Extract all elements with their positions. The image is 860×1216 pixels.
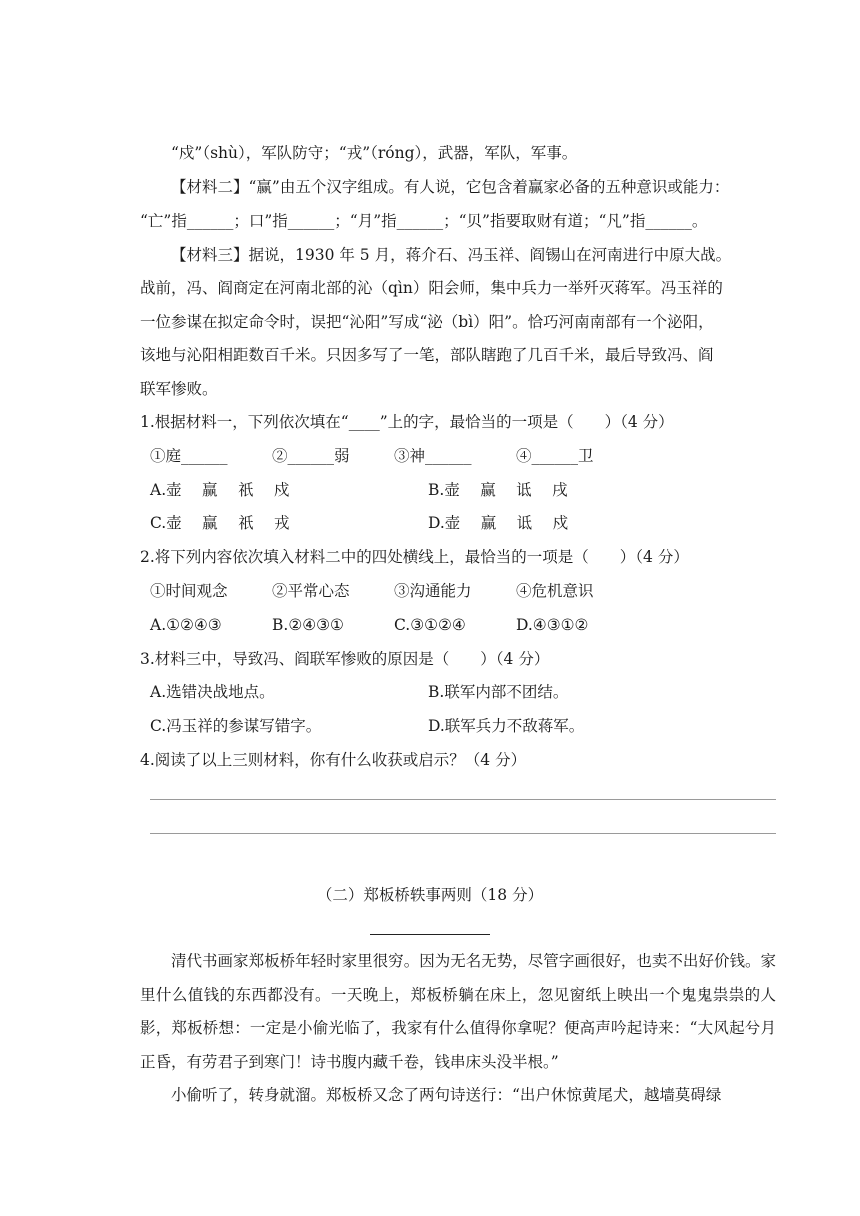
question-2-option-a[interactable]: A.①②④③: [150, 616, 222, 634]
question-2-item-4: ④危机意识: [516, 582, 594, 600]
question-3-option-d[interactable]: D.联军兵力不敌蒋军。: [428, 717, 585, 735]
story-paragraph-1: 清代书画家郑板桥年轻时家里很穷。因为无名无势，尽管字画很好，也卖不出好价钱。家里什么值钱的东西都没有。一天晚上，郑板桥躺在床上，忽见窗纸上映出一个鬼鬼祟祟的人影，郑板桥想：一定是小偷光临了，我家有什么值得你拿呢？便高声吟起诗来：“大风起兮月正昏，有劳君子到寒门！诗书腹内藏千卷，钱串床头没半根。”: [140, 952, 776, 1071]
question-2-option-c[interactable]: C.③①②④: [394, 616, 466, 634]
question-1-item-2: ②______弱: [272, 447, 350, 465]
material3-line4: 该地与沁阳相距数百千米。只因多写了一笔，部队瞎跑了几百千米，最后导致冯、阎: [140, 346, 714, 364]
question-2-option-d[interactable]: D.④③①②: [516, 616, 589, 634]
question-1-item-4: ④______卫: [516, 447, 594, 465]
question-1-item-1: ①庭______: [150, 447, 228, 465]
question-2-stem: 2.将下列内容依次填入材料二中的四处横线上，最恰当的一项是（ ）（4 分）: [140, 548, 689, 566]
question-1-option-b[interactable]: B.壶 赢 诋 戌: [428, 481, 568, 499]
question-2-option-b[interactable]: B.②④③①: [272, 616, 344, 634]
question-1-option-d[interactable]: D.壶 赢 诋 戍: [428, 514, 569, 532]
answer-line-2[interactable]: [150, 833, 776, 834]
question-2-item-1: ①时间观念: [150, 582, 228, 600]
material3-line2: 战前，冯、阎商定在河南北部的沁（qìn）阳会师，集中兵力一举歼灭蒋军。冯玉祥的: [140, 279, 723, 297]
material1-tail: “戍”（shù），军队防守；“戎”（róng），武器，军队，军事。: [171, 144, 578, 162]
question-4-stem: 4.阅读了以上三则材料，你有什么收获或启示？（4 分）: [140, 751, 527, 769]
question-3-option-a[interactable]: A.选错决战地点。: [150, 683, 275, 701]
question-3-option-b[interactable]: B.联军内部不团结。: [428, 683, 569, 701]
question-1-stem: 1.根据材料一，下列依次填在“____”上的字，最恰当的一项是（ ）（4 分）: [140, 413, 674, 431]
material2-line2: “亡”指______；口”指______；“月”指______；“贝”指要取财有道；“凡”指______。: [140, 212, 708, 230]
question-1-option-a[interactable]: A.壶 赢 祇 戍: [150, 481, 290, 499]
material3-line5: 联军惨败。: [140, 380, 218, 398]
title-underline: [370, 934, 490, 935]
question-3-stem: 3.材料三中，导致冯、阎联军惨败的原因是（ ）（4 分）: [140, 650, 550, 668]
question-2-item-2: ②平常心态: [272, 582, 350, 600]
material3-line1: 【材料三】据说，1930 年 5 月，蒋介石、冯玉祥、阎锡山在河南进行中原大战。: [171, 246, 732, 264]
material3-line3: 一位参谋在拟定命令时，误把“沁阳”写成“泌（bì）阳”。恰巧河南南部有一个泌阳，: [140, 313, 714, 331]
question-3-option-c[interactable]: C.冯玉祥的参谋写错字。: [150, 717, 322, 735]
question-1-option-c[interactable]: C.壶 赢 祇 戎: [150, 514, 290, 532]
section-title: （二）郑板桥轶事两则（18 分）: [316, 886, 544, 904]
answer-line-1[interactable]: [150, 799, 776, 800]
question-1-item-3: ③神______: [394, 447, 472, 465]
material2-line1: 【材料二】“赢”由五个汉字组成。有人说，它包含着赢家必备的五种意识或能力：: [171, 178, 730, 196]
question-2-item-3: ③沟通能力: [394, 582, 472, 600]
story-paragraph-2: 小偷听了，转身就溜。郑板桥又念了两句诗送行：“出户休惊黄尾犬，越墙莫碍绿: [171, 1086, 722, 1104]
